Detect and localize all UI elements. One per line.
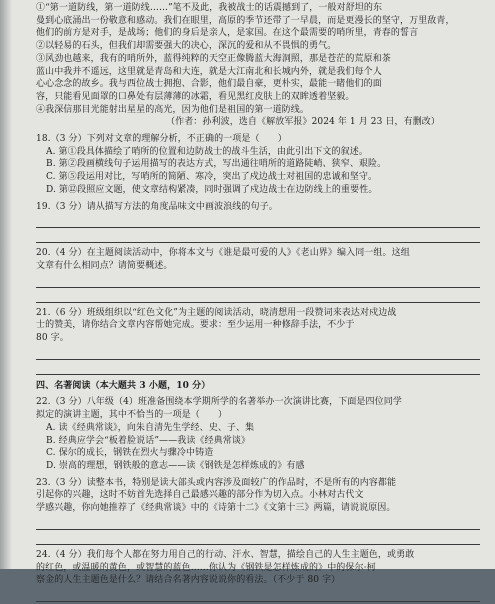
answer-line[interactable] — [36, 362, 480, 375]
answer-line[interactable] — [36, 230, 480, 243]
question-stem: 21.（6 分）班级组织以“红色文化”为主题的阅读活动，晓清想用一段赞词来表达对戍边战 — [36, 307, 397, 318]
question-stem-cont: 的红色，或温暖的黄色，或智慧的蓝色……你认为《钢铁是怎样炼成的》中的保尔·柯 — [36, 562, 376, 573]
passage-line: ③风劲也越来，我有的哨所外，蓝得纯粹的天空正像腾蓝大海洞照，那是苍茫的荒原和茶 — [36, 53, 391, 64]
option-c: C. 第⑤段运用对比，写哨所的简陋、寒冷，突出了戍边战士对祖国的忠诚和坚守。 — [46, 172, 378, 183]
question-stem: 18.（3 分）下列对文章的理解分析，不正确的一项是（ ） — [36, 134, 287, 145]
answer-line[interactable] — [36, 532, 480, 545]
answer-line[interactable] — [36, 589, 480, 602]
passage-line: 曼到心底涌出一份敬意和感动。我们在眼里，高原的季节还带了一早晨，而是更漫长的坚守，万里敌青， — [36, 15, 455, 26]
section-title: 四、名著阅读（本大题共 3 小题，10 分） — [36, 380, 211, 391]
option-a: A. 读《经典常谈》，向朱自清先生学经、史、子、集 — [46, 422, 255, 433]
question-stem-cont: 文章有什么相同点？请简要概述。 — [36, 260, 173, 271]
question-stem-cont: 学感兴趣，你向她推荐了《经典常谈》中的《诗第十二》《文第十三》两篇，请说说原因。 — [36, 503, 396, 514]
question-stem-cont: 察金的人生主题色是什么？请结合名著内容说说你的看法。（不少于 80 字） — [36, 575, 341, 586]
option-c: C. 保尔的成长，钢铁在烈火与骤冷中铸造 — [46, 448, 214, 459]
page-shadow-edge — [0, 0, 12, 569]
question-20 — [36, 247, 480, 302]
question-stem: 20.（4 分）在主题阅读活动中，你将本文与《谁是最可爱的人》《老山界》编入同一组。这组 — [36, 248, 410, 259]
question-19 — [36, 201, 480, 244]
question-21 — [36, 307, 480, 375]
passage-line: ②以轻易的石头，但我们却需要强大的决心，深沉的爱和从不畏惧的勇气。 — [36, 41, 337, 52]
question-23 — [36, 477, 480, 545]
passage-line: 心心念念的故乡。我与西位战士拥抱、合影，他们最自豪，更朴实，最能一睹他们的面 — [36, 79, 382, 90]
answer-line[interactable] — [36, 290, 480, 303]
passage-line: ①“第一道防线，第一道防线……”笔不及此，我被战士的话震撼到了，一般对舒坦的东 — [36, 3, 383, 13]
option-a: A. 第①段具体描绘了哨所的位置和边防战士的战斗生活，由此引出下文的叙述。 — [46, 146, 368, 157]
answer-line[interactable] — [36, 275, 480, 288]
reading-passage — [36, 2, 480, 129]
option-b: B. 第②段画横线句子运用描写的表达方式，写出通往哨所的道路陡峭、狭窄、艰险。 — [46, 159, 387, 170]
question-stem-cont: 拟定的演讲主题，其中不恰当的一项是（ ） — [36, 410, 228, 421]
question-18 — [36, 133, 480, 197]
question-stem-cont: 80 字。 — [36, 333, 69, 344]
option-d: D. 崇高的理想，钢铁般的意志——读《钢铁是怎样炼成的》有感 — [46, 460, 305, 471]
question-stem: 22.（3 分）八年级（4）班准备围绕本学期所学的名著举办一次演讲比赛，下面是四位同学 — [36, 397, 402, 408]
question-24 — [36, 549, 480, 602]
passage-line: 他们的前方是对手，是战场；他们的身后是亲人，是家国。在这个最需要的哨所里，青春的誓言 — [36, 28, 419, 39]
exam-content — [36, 2, 480, 604]
question-stem: 19.（3 分）请从描写方法的角度品味文中画波浪线的句子。 — [36, 201, 278, 212]
question-stem: 24.（4 分）我们每个人都在努力用自己的行动、汗水、智慧，描绘自己的人生主题色，或勇敢 — [36, 549, 415, 560]
option-b: B. 经典应学会“板着脸说话”——我读《经典常谈》 — [46, 435, 251, 446]
option-d: D. 第⑫段照应文题，使文章结构紧凑，同时强调了戍边战士在边防线上的重要性。 — [46, 184, 378, 195]
question-stem-cont: 士的赞美，请你结合文章内容帮她完成。要求：至少运用一种修辞手法，不少于 — [36, 320, 355, 331]
question-22 — [36, 396, 480, 472]
answer-line[interactable] — [36, 517, 480, 530]
question-stem-cont: 引起你的兴趣，这时不妨首先选择自己最感兴趣的部分作为切入点。小林对古代文 — [36, 490, 364, 501]
passage-line: 容，只能看见面罩的口鼻处有层薄薄的冰霜，看见黑红皮肤上的双眸透着坚毅。 — [36, 91, 355, 102]
passage-source: （作者：孙利波，选自《解放军报》2024 年 1 月 23 日，有删改） — [166, 117, 440, 128]
passage-line: ④我深信那目光能射出星星的高光，因为他们是祖国的第一道防线。 — [36, 104, 310, 115]
passage-line: 蓝山中我并不遥远，这里就是青岛和大连，就是大江南北和长城内外，就是我们每个人 — [36, 66, 382, 77]
question-stem: 23.（3 分）读整本书，特别是读大部头或内容涉及面较广的作品时，不是所有的内容都能 — [36, 477, 397, 488]
answer-line[interactable] — [36, 215, 480, 228]
answer-line[interactable] — [36, 347, 480, 360]
